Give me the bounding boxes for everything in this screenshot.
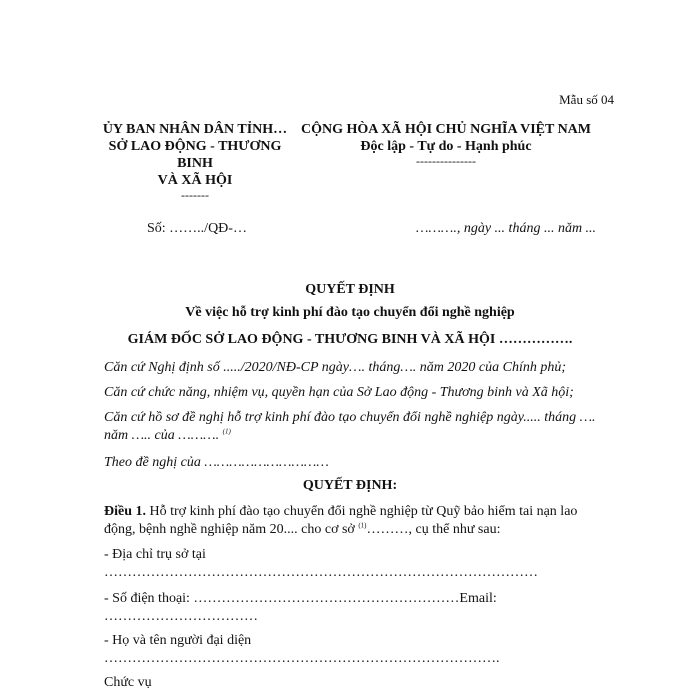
article-1	[104, 504, 577, 520]
address-label: - Địa chỉ trụ sở tại	[104, 547, 206, 562]
footnote-ref: (1)	[222, 427, 231, 436]
document-title: QUYẾT ĐỊNH	[305, 282, 395, 297]
position-label: Chức vụ	[104, 675, 152, 690]
agency-line-2: SỞ LAO ĐỘNG - THƯƠNG	[108, 139, 282, 154]
representative-fill: ………………………………………………………………………….	[104, 651, 500, 666]
agency-line-3: BINH	[177, 156, 213, 171]
article-1-cont	[104, 522, 500, 538]
article-1-label: Điều 1.	[104, 504, 146, 519]
header-divider: -------	[181, 188, 209, 202]
form-code: Mẫu số 04	[559, 92, 614, 107]
phone-email-line: - Số điện thoại: …………………………………………………Email:	[104, 591, 497, 606]
document-date: ………., ngày ... tháng ... năm ...	[416, 221, 597, 236]
representative-label: - Họ và tên người đại diện	[104, 633, 252, 648]
decision-heading: QUYẾT ĐỊNH:	[302, 478, 398, 493]
right-header	[291, 121, 601, 168]
motto-divider: ---------------	[416, 154, 476, 168]
article-1-text: Hỗ trợ kinh phí đào tạo chuyển đổi nghề nghiệp từ Quỹ bảo hiểm tai nạn lao	[146, 504, 578, 519]
article-1-text-2: động, bệnh nghề nghiệp năm 20.... cho cơ sở	[104, 522, 359, 537]
agency-line-1: ỦY BAN NHÂN DÂN TỈNH…	[102, 122, 288, 137]
footnote-ref: (1)	[358, 521, 367, 530]
national-motto: Độc lập - Tự do - Hạnh phúc	[360, 139, 532, 154]
issuing-authority: GIÁM ĐỐC SỞ LAO ĐỘNG - THƯƠNG BINH VÀ XÃ HỘI …………….	[127, 332, 573, 347]
proposal-line: Theo đề nghị của …………………………	[104, 455, 329, 470]
address-fill: …………………………………………………………………………………	[104, 565, 538, 580]
left-header	[90, 121, 300, 202]
document-number: Số: ……../QĐ-…	[147, 221, 247, 236]
document-subject: Về việc hỗ trợ kinh phí đào tạo chuyển đổi nghề nghiệp	[185, 305, 515, 320]
article-1-text-3: ………, cụ thể như sau:	[366, 522, 501, 537]
legal-basis-1: Căn cứ Nghị định số ...../2020/NĐ-CP ngày…. tháng…. năm 2020 của Chính phủ;	[104, 360, 566, 375]
legal-basis-2: Căn cứ chức năng, nhiệm vụ, quyền hạn của Sở Lao động - Thương binh và Xã hội;	[104, 385, 574, 400]
legal-basis-3-text: năm ….. của ……….	[104, 428, 220, 443]
phone-fill: ……………………………	[104, 609, 258, 624]
legal-basis-3: Căn cứ hồ sơ đề nghị hỗ trợ kinh phí đào tạo chuyển đổi nghề nghiệp ngày..... tháng ….	[104, 410, 596, 425]
national-title: CỘNG HÒA XÃ HỘI CHỦ NGHĨA VIỆT NAM	[300, 122, 591, 137]
legal-basis-3-cont	[104, 428, 231, 444]
agency-line-4: VÀ XÃ HỘI	[157, 173, 233, 188]
